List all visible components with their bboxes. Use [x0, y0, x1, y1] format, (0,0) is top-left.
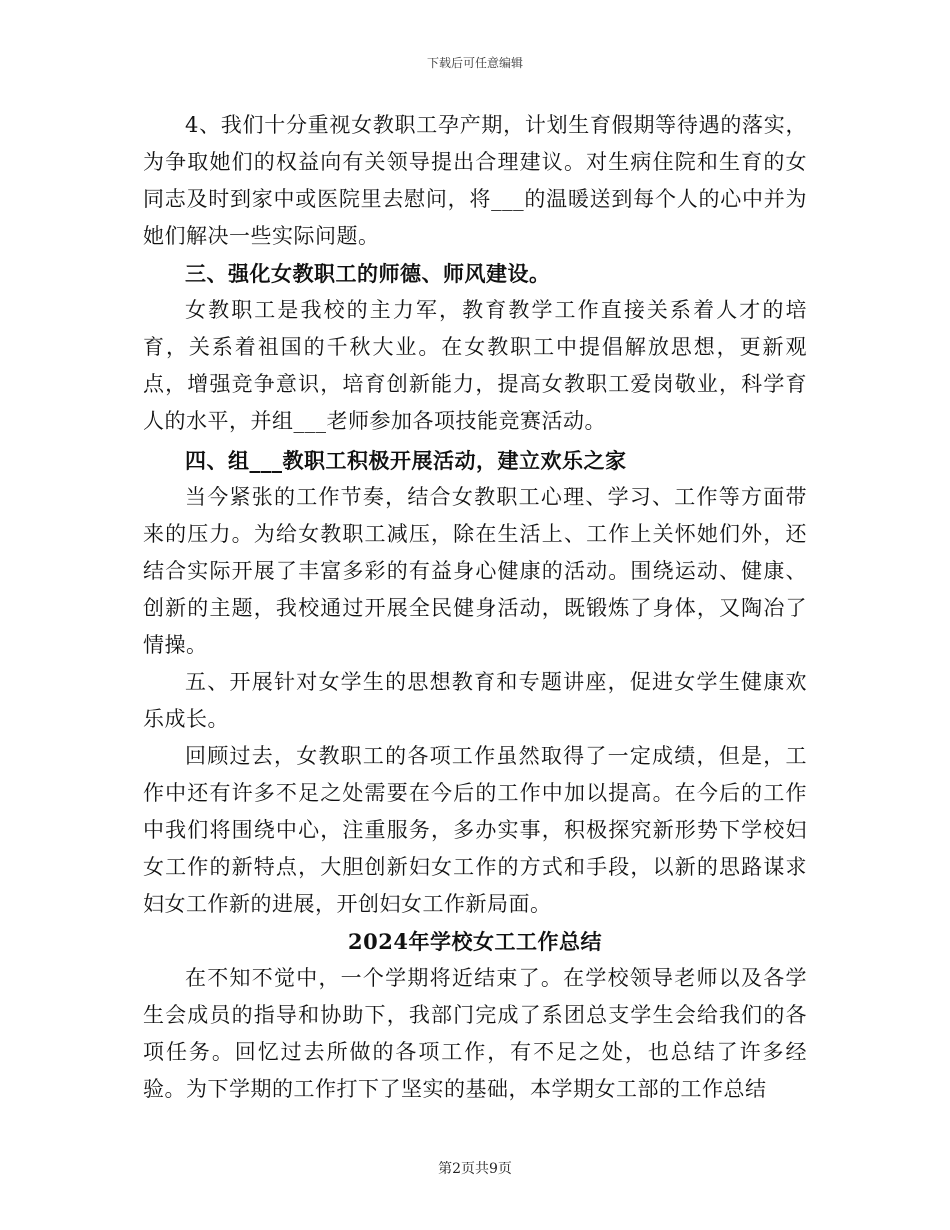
paragraph-teacher-ethics: 女教职工是我校的主力军，教育教学工作直接关系着人才的培育，关系着祖国的千秋大业。在女教职工中提倡解放思想，更新观点，增强竞争意识，培育创新能力，提高女教职工爱岗敬业，科学育人的水平，并组___老师参加各项技能竞赛活动。	[143, 298, 807, 433]
document-title: 2024年学校女工工作总结	[348, 929, 602, 954]
section-heading-4: 四、组___教职工积极开展活动，建立欢乐之家	[185, 448, 627, 473]
section-heading-3: 三、强化女教职工的师德、师风建设。	[185, 261, 551, 286]
paragraph-item-5: 五、开展针对女学生的思想教育和专题讲座，促进女学生健康欢乐成长。	[143, 670, 807, 731]
document-body	[143, 107, 807, 1108]
page-header-note: 下载后可任意编辑	[426, 56, 523, 70]
paragraph-item-4: 4、我们十分重视女教职工孕产期，计划生育假期等待遇的落实，为争取她们的权益向有关领导提出合理建议。对生病住院和生育的女同志及时到家中或医院里去慰问，将___的温暖送到每个人的心中并为她们解决一些实际问题。	[143, 113, 807, 248]
page-number: 第2页共9页	[438, 1161, 512, 1177]
paragraph-review: 回顾过去，女教职工的各项工作虽然取得了一定成绩，但是，工作中还有许多不足之处需要在今后的工作中加以提高。在今后的工作中我们将围绕中心，注重服务，多办实事，积极探究新形势下学校妇女工作的新特点，大胆创新妇女工作的方式和手段，以新的思路谋求妇女工作新的进展，开创妇女工作新局面。	[143, 744, 807, 916]
paragraph-summary-intro: 在不知不觉中，一个学期将近结束了。在学校领导老师以及各学生会成员的指导和协助下，我部门完成了系团总支学生会给我们的各项任务。回忆过去所做的各项工作，有不足之处，也总结了许多经验。为下学期的工作打下了坚实的基础，本学期女工部的工作总结	[143, 966, 807, 1101]
paragraph-activities: 当今紧张的工作节奏，结合女教职工心理、学习、工作等方面带来的压力。为给女教职工减压，除在生活上、工作上关怀她们外，还结合实际开展了丰富多彩的有益身心健康的活动。围绕运动、健康、创新的主题，我校通过开展全民健身活动，既锻炼了身体，又陶冶了情操。	[143, 485, 807, 657]
